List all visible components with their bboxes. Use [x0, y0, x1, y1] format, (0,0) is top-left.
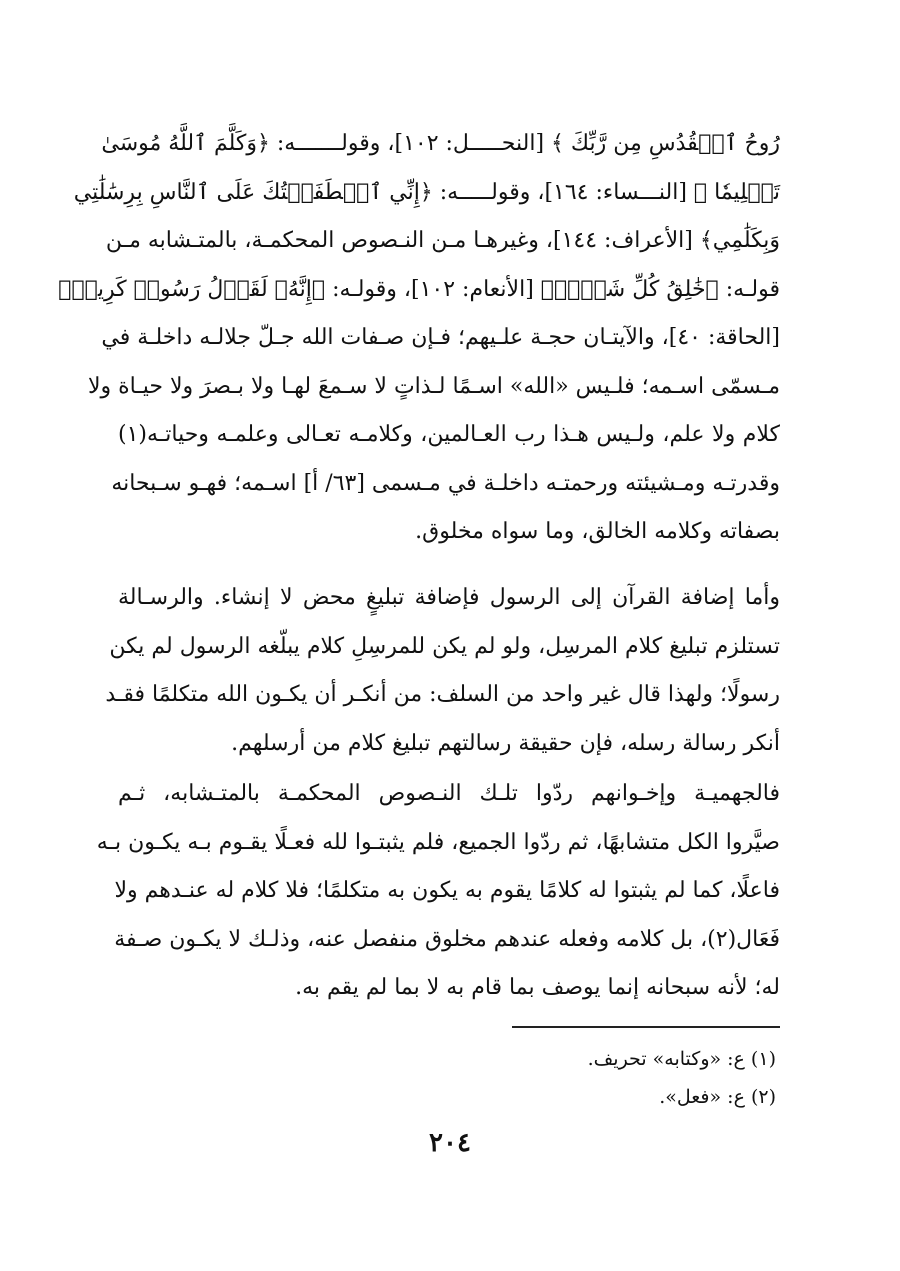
body-paragraph-2: [105, 574, 780, 768]
text-line: فاعلًا، كما لم يثبتوا له كلامًا يقوم به يكون به متكلمًا؛ فلا كلام له عنـدهم ولا: [114, 878, 780, 903]
page-number: ٢٠٤: [429, 1128, 471, 1158]
text-line: أنكر رسالة رسله، فإن حقيقة رسالتهم تبليغ كلام من أرسلهم.: [231, 730, 780, 756]
text-line: وَبِكَلَٰمِي﴾ [الأعراف: ١٤٤]، وغيرهـا مـن النـصوص المحكمـة، بالمتـشابه مـن: [105, 228, 780, 253]
text-line: وقدرتـه ومـشيئته ورحمتـه داخلـة في مـسمى [٦٣/ أ] اسـمه؛ فهـو سـبحانه: [111, 470, 780, 496]
text-line: تَكۡلِيمٗا ﴾ [النـــساء: ١٦٤]، وقولـــــه: ﴿إِنِّي ٱصۡطَفَيۡتُكَ عَلَى ٱلنَّاسِ بِرِسَٰلَٰتِي: [73, 179, 780, 205]
text-line: وأما إضافة القرآن إلى الرسول فإضافة تبليغٍ محض لا إنشاء. والرسـالة: [118, 585, 780, 610]
text-line: [الحاقة: ٤٠]، والآيتـان حجـة علـيهم؛ فـإن صـفات الله جـلّ جلالـه داخلـة في: [101, 325, 780, 350]
body-paragraph-3: [96, 770, 780, 1013]
text-line: فَعَال(٢)، بل كلامه وفعله عندهم مخلوق منفصل عنه، وذلـك لا يكـون صـفة: [114, 926, 780, 952]
text-line: مـسمّى اسـمه؛ فلـيس «الله» اسـمًا لـذاتٍ لا سـمعَ لهـا ولا بـصرَ ولا حيـاة ولا: [87, 373, 780, 399]
text-line: كلام ولا علم، ولـيس هـذا رب العـالمين، وكلامـه تعـالى وعلمـه وحياتـه(١): [118, 422, 780, 447]
footnote-2: (٢) ع: «فعل».: [659, 1086, 776, 1108]
body-paragraph-1: [58, 120, 780, 557]
text-line: له؛ لأنه سبحانه إنما يوصف بما قام به لا بما لم يقم به.: [295, 975, 780, 1000]
footnotes: [118, 1040, 780, 1116]
text-line: بصفاته وكلامه الخالق، وما سواه مخلوق.: [415, 519, 780, 544]
footnote-1: (١) ع: «وكتابه» تحريف.: [587, 1048, 776, 1070]
text-line: صيَّروا الكل متشابهًا، ثم ردّوا الجميع، فلم يثبتـوا لله فعـلًا يقـوم بـه يكـون بـه: [96, 829, 780, 855]
text-line: تستلزم تبليغ كلام المرسِل، ولو لم يكن للمرسِلِ كلام يبلّغه الرسول لم يكن: [109, 633, 780, 659]
text-line: رُوحُ ٱلۡقُدُسِ مِن رَّبِّكَ ﴾ [النحـــــل: ١٠٢]، وقولـــــــه: ﴿وَكَلَّمَ ٱللَّهُ مُوسَىٰ: [101, 131, 780, 156]
footnote-divider: [512, 1026, 780, 1028]
text-line: رسولًا؛ ولهذا قال غير واحد من السلف: من أنكـر أن يكـون الله متكلمًا فقـد: [105, 682, 780, 707]
text-line: قولـه: ﴿خَٰلِقُ كُلِّ شَيۡءٖ﴾ [الأنعام: ١٠٢]، وقولـه: ﴿إِنَّهُۥ لَقَوۡلُ رَسُولٖ كَرِيمٖ﴾: [58, 276, 780, 302]
text-line: فالجهميـة وإخـوانهم ردّوا تلـك النـصوص المحكمـة بالمتـشابه، ثـم: [118, 781, 780, 806]
